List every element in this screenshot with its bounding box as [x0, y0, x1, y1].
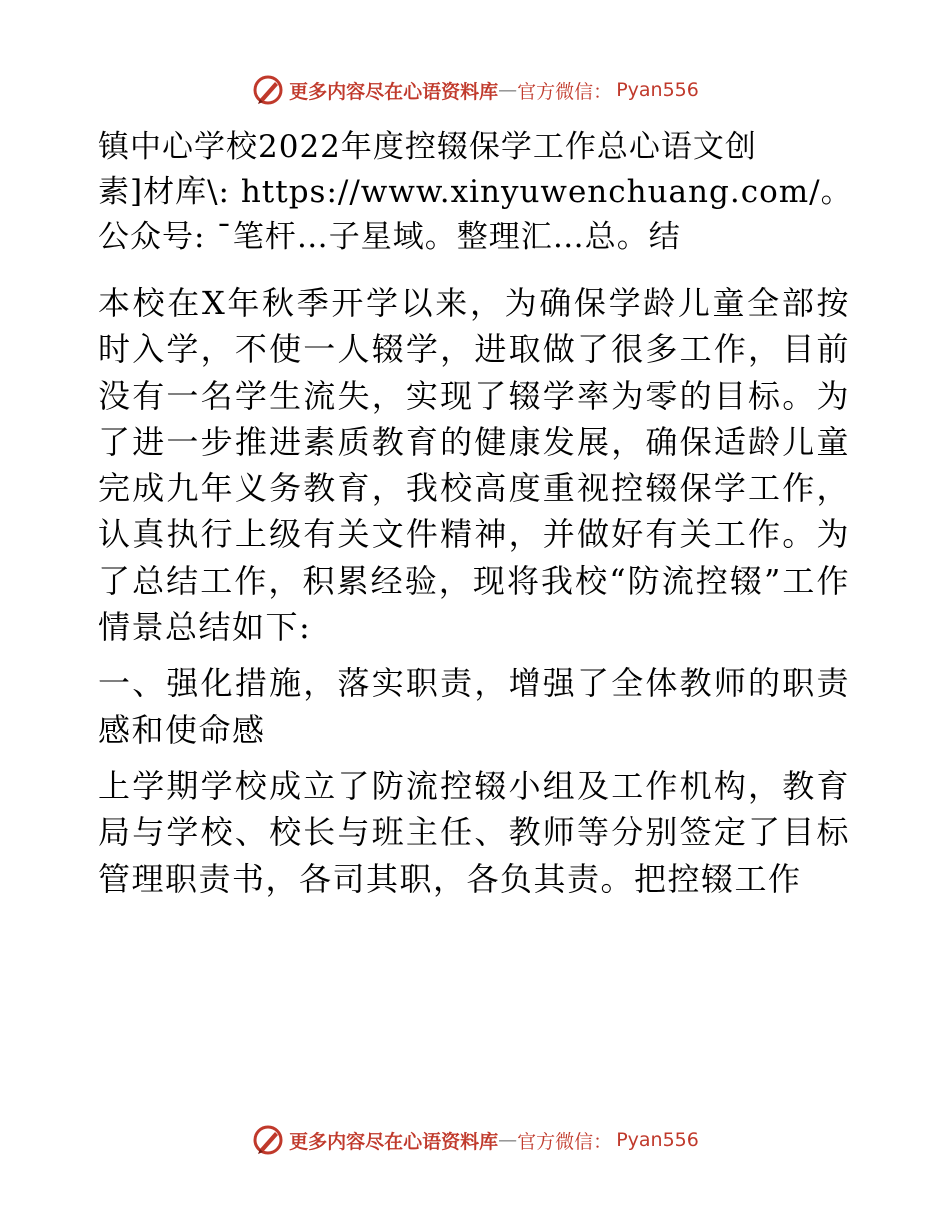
banner-lead-text: 更多内容尽在心语资料库: [289, 1130, 499, 1153]
banner-separator: —: [498, 1129, 518, 1151]
footer-banner: [0, 1120, 950, 1160]
title-line: 素]材库\: https://www.xinyuwenchuang.com/。: [98, 174, 853, 210]
section-heading-1: 一、强化措施，落实职责，增强了全体教师的职责感和使命感: [98, 664, 850, 749]
body-paragraph-intro: 本校在X年秋季开学以来，为确保学龄儿童全部按时入学，不使一人辍学，进取做了很多工作，目前没有一名学生流失，实现了辍学率为零的目标。为了进一步推进素质教育的健康发展，确保适龄儿童完成九年义务教育，我校高度重视控辍保学工作，认真执行上级有关文件精神，并做好有关工作。为了总结工作，积累经验，现将我校“防流控辍”工作情景总结如下:: [98, 284, 850, 647]
banner-separator: —: [498, 79, 518, 101]
banner-wechat-id: Pyan556: [616, 1129, 699, 1151]
document-title: [98, 125, 853, 260]
title-line: 镇中心学校2022年度控辍保学工作总心语文创: [98, 129, 757, 165]
body-paragraph-section-1: 上学期学校成立了防流控辍小组及工作机构，教育局与学校、校长与班主任、教师等分别签定了目标管理职责书，各司其职，各负其责。把控辍工作: [98, 766, 850, 898]
banner-lead-text: 更多内容尽在心语资料库: [289, 80, 499, 103]
banner-wechat-id: Pyan556: [616, 79, 699, 101]
document-body: [98, 125, 853, 912]
header-banner: [0, 70, 950, 110]
title-line: 公众号: ¯笔杆…子星域。整理汇…总。结: [98, 219, 681, 255]
banner-official-label: 官方微信：: [517, 1130, 613, 1153]
pen-circle-logo-icon: [251, 1123, 285, 1157]
pen-circle-logo-icon: [251, 73, 285, 107]
banner-official-label: 官方微信：: [517, 80, 613, 103]
